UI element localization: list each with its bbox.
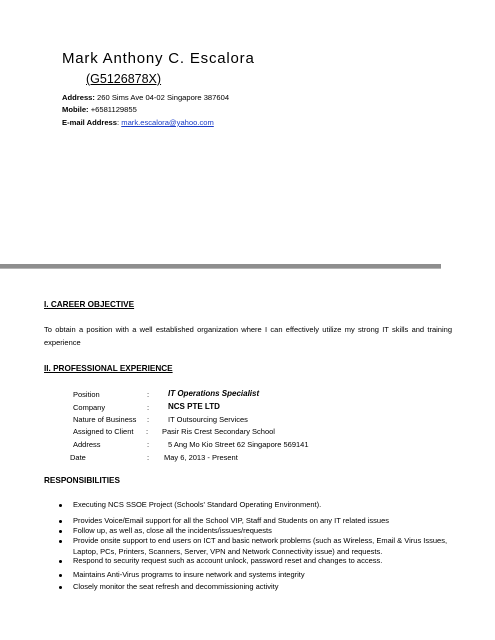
resume-id-code: (G5126878X) — [86, 72, 162, 86]
list-item-text: Respond to security request such as account unlock, password reset and changes to access. — [73, 556, 383, 565]
exp-colon: : — [147, 453, 150, 462]
mobile-label: Mobile: — [62, 105, 89, 114]
address-value: 260 Sims Ave 04-02 Singapore 387604 — [97, 93, 230, 102]
mobile-value: +6581129855 — [90, 105, 137, 114]
list-item-text: Closely monitor the seat refresh and decommissioning activity — [73, 582, 279, 591]
resume-name: Mark Anthony C. Escalora — [62, 50, 255, 67]
bullet-icon — [59, 520, 62, 523]
exp-colon: : — [147, 390, 150, 399]
exp-value-position: IT Operations Specialist — [168, 389, 260, 398]
exp-colon: : — [147, 403, 150, 412]
mobile-line — [62, 105, 137, 114]
bullet-icon — [59, 530, 62, 533]
email-label: E-mail Address — [62, 118, 118, 127]
exp-label-company: Company — [73, 403, 106, 412]
exp-value-client: Pasir Ris Crest Secondary School — [162, 427, 275, 436]
exp-value-address: 5 Ang Mo Kio Street 62 Singapore 569141 — [168, 440, 309, 449]
email-link[interactable]: mark.escalora@yahoo.com — [121, 118, 214, 127]
experience-heading: II. PROFESSIONAL EXPERIENCE — [44, 364, 173, 373]
bullet-icon — [59, 560, 62, 563]
address-line — [62, 93, 229, 102]
exp-colon: : — [146, 427, 149, 436]
bullet-icon — [59, 574, 62, 577]
exp-value-company: NCS PTE LTD — [168, 402, 220, 411]
list-item-text: Follow up, as well as, close all the incidents/issues/requests — [73, 526, 272, 535]
exp-label-address: Address — [73, 440, 101, 449]
exp-colon: : — [147, 415, 150, 424]
list-item-text: Provides Voice/Email support for all the School VIP, Staff and Students on any IT related issues — [73, 516, 390, 525]
exp-label-date: Date — [70, 453, 86, 462]
email-line: E-mail Address: mark.escalora@yahoo.com — [62, 118, 214, 127]
exp-colon: : — [147, 440, 150, 449]
exp-label-client: Assigned to Client — [73, 427, 134, 436]
career-objective-heading: I. CAREER OBJECTIVE — [44, 300, 135, 309]
career-objective-text: To obtain a position with a well established organization where I can effectively utilize my strong IT skills and training experience — [44, 325, 452, 347]
exp-label-nature: Nature of Business — [73, 415, 137, 424]
exp-label-position: Position — [73, 390, 100, 399]
bullet-icon — [59, 586, 62, 589]
header-divider — [0, 264, 441, 269]
responsibilities-heading: RESPONSIBILITIES — [44, 476, 120, 485]
address-label: Address: — [62, 93, 95, 102]
exp-value-date: May 6, 2013 - Present — [164, 453, 238, 462]
exp-value-nature: IT Outsourcing Services — [168, 415, 248, 424]
bullet-icon — [59, 504, 62, 507]
bullet-icon — [59, 540, 62, 543]
list-item-text: Maintains Anti-Virus programs to insure network and systems integrity — [73, 570, 305, 579]
list-item-text: Executing NCS SSOE Project (Schools' Standard Operating Environment). — [73, 500, 322, 509]
list-item-text: Provide onsite support to end users on ICT and basic network problems (such as Wireless, Email & Virus Issues, Laptop, PCs, Printers, Scanners, Server, VPN and Network Connectivity issue) and requests. — [73, 536, 448, 556]
